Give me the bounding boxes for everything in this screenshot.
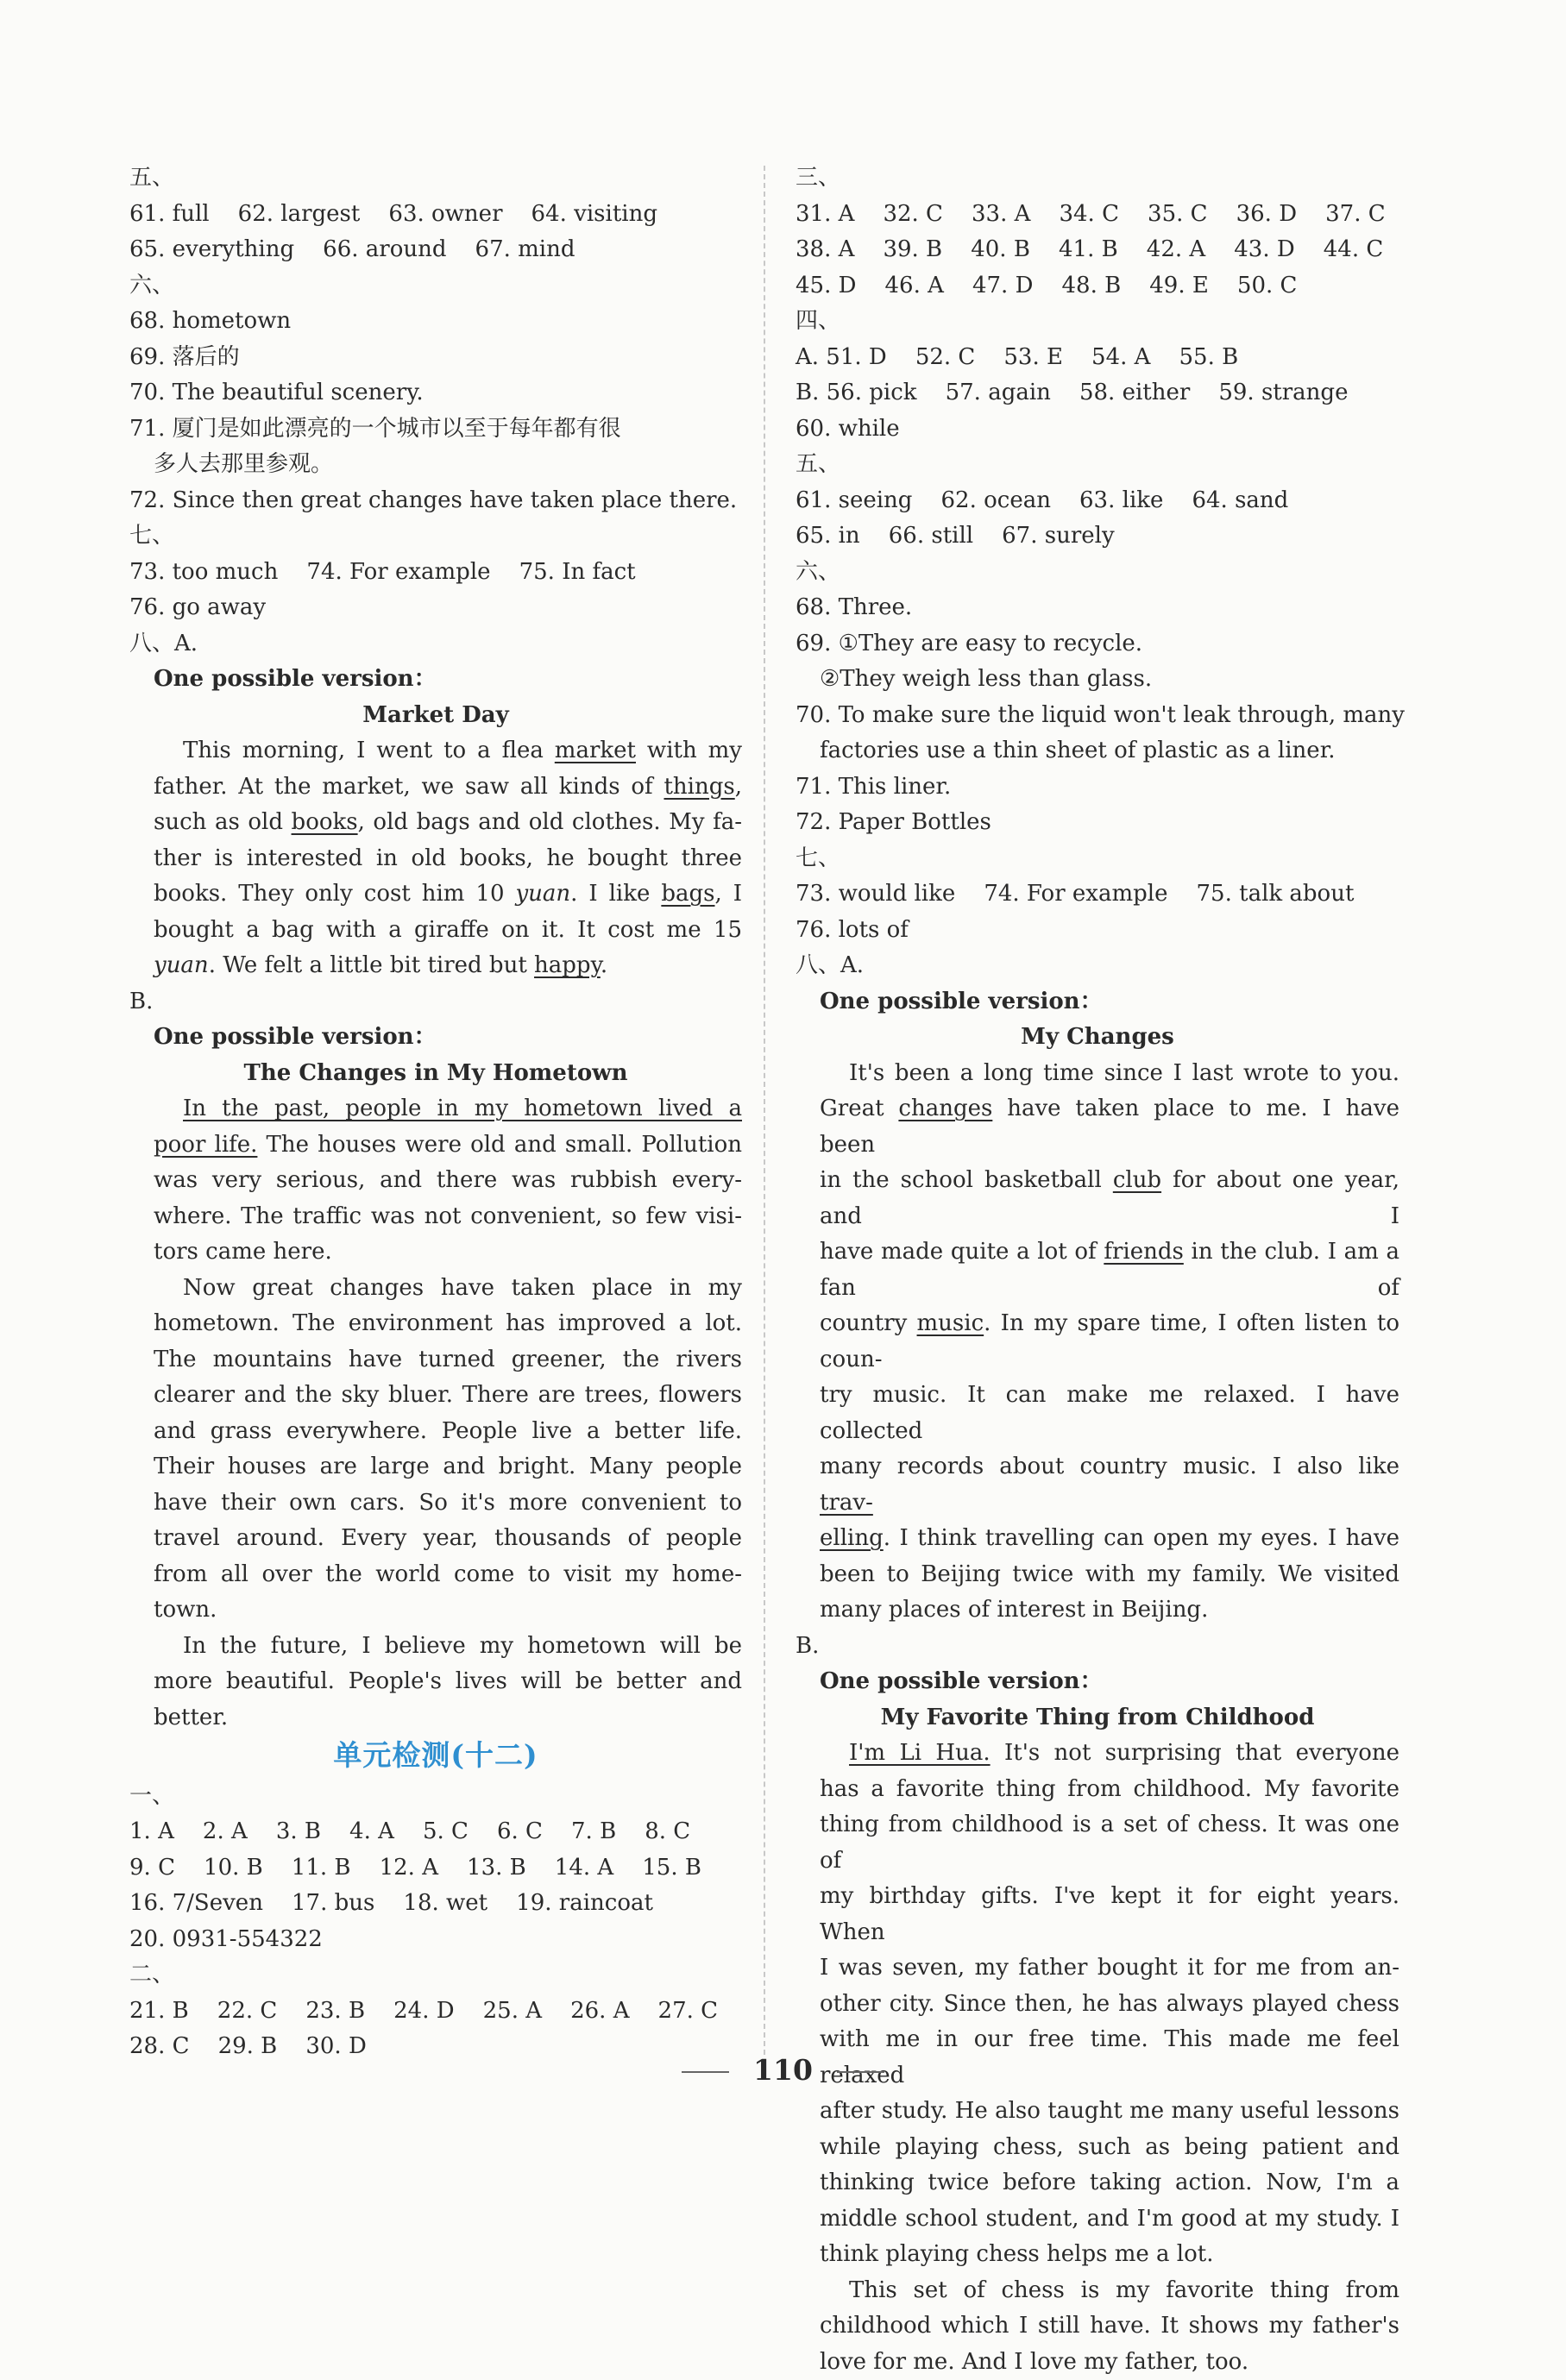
essay-line: The mountains have turned greener, the rivers: [154, 1342, 742, 1378]
essay-line: Their houses are large and bright. Many people: [154, 1449, 742, 1485]
essay-title: My Changes: [796, 1020, 1399, 1056]
page-number-text: 110: [753, 2053, 813, 2087]
answer-line: 65. in 66. still 67. surely: [796, 518, 1399, 555]
essay-line: think playing chess helps me a lot.: [820, 2237, 1399, 2273]
answer-line: 69. 落后的: [129, 340, 742, 376]
answer-line: 68. hometown: [129, 304, 742, 340]
section-heading: 四、: [796, 304, 1399, 340]
version-label: One possible version：: [796, 1664, 1399, 1700]
essay-line: many places of interest in Beijing.: [820, 1592, 1399, 1629]
essay-line: middle school student, and I'm good at my study. I: [820, 2201, 1399, 2238]
section-heading: 八、A.: [796, 948, 1399, 984]
answer-line: 60. while: [796, 411, 1399, 448]
essay-line: clearer and the sky bluer. There are trees, flowers: [154, 1378, 742, 1414]
essay-line: travel around. Every year, thousands of people: [154, 1521, 742, 1557]
answer-line: 多人去那里参观。: [129, 447, 742, 483]
essay-line: poor life. The houses were old and small. Pollution: [154, 1127, 742, 1164]
answer-line: 1. A 2. A 3. B 4. A 5. C 6. C 7. B 8. C: [129, 1814, 742, 1850]
essay-line: yuan. We felt a little bit tired but happy.: [154, 948, 742, 984]
left-column: [129, 160, 742, 2065]
essay-line: where. The traffic was not convenient, so few visi-: [154, 1199, 742, 1235]
unit-test-title: 单元检测(十二): [129, 1737, 742, 1774]
section-heading: 一、: [129, 1779, 742, 1815]
essay-line: many records about country music. I also like trav-: [820, 1449, 1399, 1521]
essay-line: bought a bag with a giraffe on it. It cost me 15: [154, 913, 742, 949]
essay-line: other city. Since then, he has always played chess: [820, 1987, 1399, 2023]
essay-line: have made quite a lot of friends in the club. I am a fan of: [820, 1234, 1399, 1306]
section-heading: 二、: [129, 1957, 742, 1994]
essay-title: My Favorite Thing from Childhood: [796, 1700, 1399, 1736]
section-heading: 八、A.: [129, 626, 742, 663]
essay-line: It's been a long time since I last wrote to you.: [820, 1056, 1399, 1092]
section-heading: 七、: [796, 841, 1399, 877]
essay-line: ther is interested in old books, he bought three: [154, 841, 742, 877]
essay-line: has a favorite thing from childhood. My favorite: [820, 1772, 1399, 1808]
answer-line: 9. C 10. B 11. B 12. A 13. B 14. A 15. B: [129, 1850, 742, 1887]
section-heading: 六、: [796, 555, 1399, 591]
section-heading: 五、: [796, 447, 1399, 483]
essay-line: Great changes have taken place to me. I have been: [820, 1091, 1399, 1163]
essay-line: was very serious, and there was rubbish every-: [154, 1163, 742, 1199]
answer-line: 72. Paper Bottles: [796, 805, 1399, 841]
page-number-dash: [682, 2071, 729, 2073]
essay-line: love for me. And I love my father, too.: [820, 2345, 1399, 2380]
essay-line: father. At the market, we saw all kinds of things,: [154, 769, 742, 806]
section-heading: B.: [796, 1629, 1399, 1665]
essay-my-changes: [796, 1056, 1399, 1629]
essay-line: while playing chess, such as being patient and: [820, 2130, 1399, 2166]
essay-line: from all over the world come to visit my home-: [154, 1557, 742, 1593]
essay-line: hometown. The environment has improved a lot.: [154, 1306, 742, 1342]
essay-line: such as old books, old bags and old clothes. My fa-: [154, 805, 742, 841]
answer-line: B. 56. pick 57. again 58. either 59. strange: [796, 375, 1399, 411]
answer-line: 70. To make sure the liquid won't leak through, many: [796, 698, 1399, 734]
answer-line: 31. A 32. C 33. A 34. C 35. C 36. D 37. C: [796, 197, 1399, 233]
version-label: One possible version：: [796, 984, 1399, 1020]
essay-line: with me in our free time. This made me feel relaxed: [820, 2022, 1399, 2094]
essay-line: Now great changes have taken place in my: [154, 1271, 742, 1307]
answer-line: 61. full 62. largest 63. owner 64. visiting: [129, 197, 742, 233]
answer-line: 16. 7/Seven 17. bus 18. wet 19. raincoat: [129, 1886, 742, 1922]
answer-line: 73. too much 74. For example 75. In fact: [129, 555, 742, 591]
answer-line: 68. Three.: [796, 590, 1399, 626]
answer-line: 28. C 29. B 30. D: [129, 2029, 742, 2065]
section-heading: 五、: [129, 160, 742, 197]
essay-line: This morning, I went to a flea market with my: [154, 733, 742, 769]
answer-line: factories use a thin sheet of plastic as a liner.: [796, 733, 1399, 769]
essay-market-day: [129, 733, 742, 984]
section-heading: 六、: [129, 268, 742, 305]
answer-line: ②They weigh less than glass.: [796, 662, 1399, 698]
answer-line: 21. B 22. C 23. B 24. D 25. A 26. A 27. C: [129, 1994, 742, 2030]
essay-line: elling. I think travelling can open my eyes. I have: [820, 1521, 1399, 1557]
answer-line: 76. lots of: [796, 913, 1399, 949]
essay-line: in the school basketball club for about one year, and I: [820, 1163, 1399, 1234]
essay-line: In the future, I believe my hometown will be: [154, 1629, 742, 1665]
section-heading: B.: [129, 984, 742, 1020]
essay-line: more beautiful. People's lives will be better and: [154, 1664, 742, 1700]
right-column: [796, 160, 1399, 2380]
page-number-dash: [837, 2071, 884, 2073]
essay-hometown: [129, 1091, 742, 1736]
answer-line: 70. The beautiful scenery.: [129, 375, 742, 411]
answer-line: 72. Since then great changes have taken place there.: [129, 483, 742, 519]
essay-line: thing from childhood is a set of chess. It was one of: [820, 1807, 1399, 1879]
essay-line: tors came here.: [154, 1234, 742, 1271]
essay-line: childhood which I still have. It shows my father's: [820, 2308, 1399, 2345]
essay-line: I'm Li Hua. It's not surprising that everyone: [820, 1736, 1399, 1772]
answer-line: 45. D 46. A 47. D 48. B 49. E 50. C: [796, 268, 1399, 305]
essay-title: Market Day: [129, 698, 742, 734]
essay-line: thinking twice before taking action. Now, I'm a: [820, 2165, 1399, 2201]
answer-line: 76. go away: [129, 590, 742, 626]
essay-line: town.: [154, 1592, 742, 1629]
section-heading: 七、: [129, 518, 742, 555]
answer-line: 38. A 39. B 40. B 41. B 42. A 43. D 44. C: [796, 232, 1399, 268]
answer-line: 20. 0931-554322: [129, 1922, 742, 1958]
answer-line: 71. This liner.: [796, 769, 1399, 806]
version-label: One possible version：: [129, 662, 742, 698]
answer-line: 61. seeing 62. ocean 63. like 64. sand: [796, 483, 1399, 519]
essay-line: This set of chess is my favorite thing from: [820, 2273, 1399, 2309]
essay-line: I was seven, my father bought it for me from an-: [820, 1950, 1399, 1987]
essay-line: and grass everywhere. People live a better life.: [154, 1414, 742, 1450]
essay-line: my birthday gifts. I've kept it for eight years. When: [820, 1879, 1399, 1950]
answer-line: A. 51. D 52. C 53. E 54. A 55. B: [796, 340, 1399, 376]
version-label: One possible version：: [129, 1020, 742, 1056]
essay-line: country music. In my spare time, I often listen to coun-: [820, 1306, 1399, 1378]
section-heading: 三、: [796, 160, 1399, 197]
answer-line: 71. 厦门是如此漂亮的一个城市以至于每年都有很: [129, 411, 742, 448]
essay-line: try music. It can make me relaxed. I have collected: [820, 1378, 1399, 1449]
essay-line: after study. He also taught me many useful lessons: [820, 2094, 1399, 2130]
essay-line: been to Beijing twice with my family. We visited: [820, 1557, 1399, 1593]
essay-line: better.: [154, 1700, 742, 1736]
answer-line: 73. would like 74. For example 75. talk about: [796, 876, 1399, 913]
essay-line: In the past, people in my hometown lived a: [154, 1091, 742, 1127]
essay-line: books. They only cost him 10 yuan. I like bags, I: [154, 876, 742, 913]
answer-line: 69. ①They are easy to recycle.: [796, 626, 1399, 663]
essay-title: The Changes in My Hometown: [129, 1056, 742, 1092]
column-divider: [764, 166, 765, 2055]
answer-line: 65. everything 66. around 67. mind: [129, 232, 742, 268]
essay-line: have their own cars. So it's more convenient to: [154, 1485, 742, 1522]
page-number: [0, 2053, 1566, 2087]
